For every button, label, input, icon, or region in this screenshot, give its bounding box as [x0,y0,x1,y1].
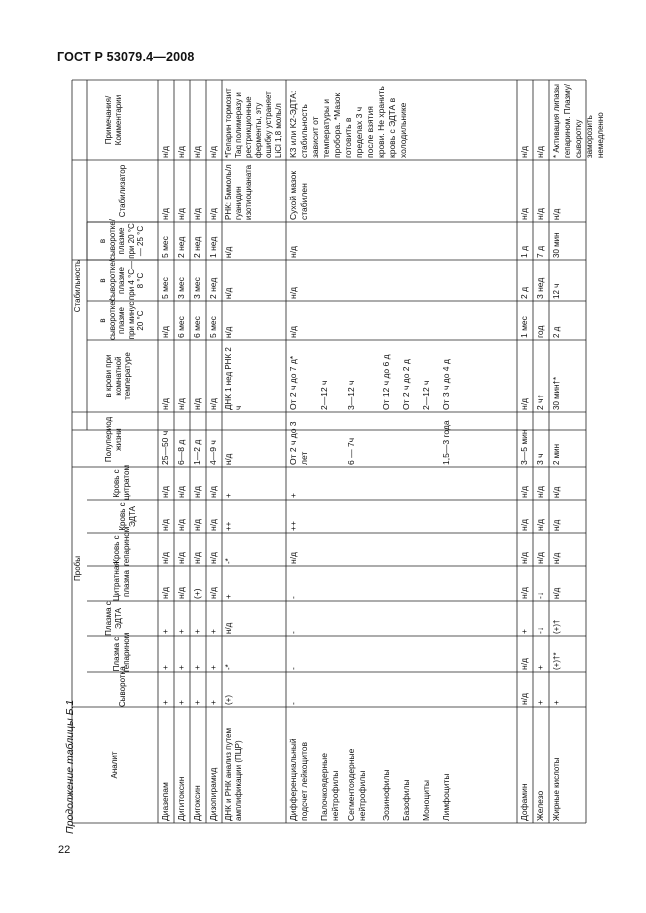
cell-room: 3—12 ч [346,380,356,410]
cell-hep-plasma: -* [224,664,233,670]
cell-hep-blood: н/д [176,551,186,564]
cell-analyte: Дигоксин [192,785,202,821]
cell-p20: 1 нед [208,236,218,258]
cell-edta-blood: н/д [552,519,561,531]
cell-cit-blood: н/д [176,485,186,498]
cell-analyte: Сегментоядерные нейтрофилы [346,748,367,821]
cell-room: 2—12 ч [421,380,431,410]
cell-serum: н/д [519,692,529,705]
cell-serum: - [288,702,298,705]
header-half-life: Полупериод жизни [104,416,123,463]
cell-cit-plasma: н/д [519,586,529,599]
cell-serum: + [552,700,561,705]
cell-analyte: Моноциты [421,780,431,821]
table-continuation-caption: Продолжение таблицы Б.1 [64,699,76,834]
cell-serum: + [192,700,202,705]
cell-edta-blood: н/д [176,518,186,531]
cell-edta-plasma: + [192,629,202,634]
cell-hep-blood: н/д [535,551,545,564]
cell-cit-plasma: н/д [160,586,170,599]
cell-p20: 30 мин [552,232,561,258]
header-minus20: в сыворотке/ плазме при минус 20 °С [98,298,145,340]
cell-p20: 2 нед [176,236,186,258]
cell-hep-blood: н/д [160,551,170,564]
cell-hep-plasma: + [535,665,545,670]
cell-cit-blood: н/д [552,486,561,498]
cell-cit-plasma: (+) [192,588,202,599]
cell-m20: 6 мес [176,316,186,338]
cell-m20: н/д [224,326,233,338]
header-citrate-blood: Кровь с цитратом [112,465,131,500]
header-heparin-blood: Кровь с гепарином [112,526,131,566]
cell-cit-plasma: н/д [552,587,561,599]
cell-note: K3 или K2-ЭДТА: стабильность зависит от температуры и пробора. *Мазок готовить в пределах 3 ч после взятия крови. Не хранить кровь с ЭДТА в холодильнике [288,86,408,158]
cell-half-life: н/д [224,453,233,465]
cell-note: н/д [535,145,545,158]
header-notes: Примечания/ Комментарии [104,94,123,146]
cell-p20: н/д [288,245,298,258]
cell-analyte: Дофамин [519,783,529,821]
cell-note: н/д [192,145,202,158]
cell-analyte: Жирные кислоты [552,757,561,821]
cell-stab: н/д [160,207,170,220]
cell-half-life: 1—2 д [192,439,202,465]
cell-edta-blood: ++ [224,521,233,531]
header-plus20-25: в сыворотке/ плазме при 20 °С — 25 °С [98,218,145,260]
header-edta-plasma: Плазма с ЭДТА [104,601,123,636]
cell-cit-plasma: -↓ [535,591,545,599]
cell-room: н/д [519,397,529,410]
cell-half-life: 6 — 7ч [346,437,356,465]
page-number: 22 [58,844,71,856]
cell-note: н/д [519,145,529,158]
cell-room: н/д [160,397,170,410]
cell-stab: РНК: 5ммоль/л гуанидин изотиоцианата [224,164,253,220]
cell-p4: н/д [224,287,233,299]
cell-hep-blood: н/д [552,552,561,564]
cell-half-life: 6—8 д [176,439,186,465]
cell-cit-blood: н/д [208,485,218,498]
cell-stab: н/д [552,208,561,220]
cell-p4: 5 мес [160,277,170,299]
cell-cit-blood: н/д [192,485,202,498]
cell-edta-plasma: + [176,629,186,634]
cell-room: 2 ч↑ [535,394,545,410]
cell-edta-blood: ++ [288,521,298,531]
cell-analyte: Железо [535,790,545,821]
cell-half-life: 3—5 мин [519,429,529,465]
cell-analyte: Дизопирамид [208,767,218,821]
cell-cit-blood: н/д [535,485,545,498]
cell-m20: н/д [288,325,298,338]
cell-serum: + [160,700,170,705]
cell-room: От 12 ч до 6 д [381,354,391,410]
cell-cit-plasma: н/д [176,586,186,599]
cell-half-life: От 2 ч до 3 лет [288,421,309,465]
cell-p4: н/д [288,286,298,299]
cell-hep-plasma: + [192,665,202,670]
cell-edta-blood: н/д [535,518,545,531]
header-citrate-plasma: Цитратная плазма [112,561,131,601]
cell-edta-plasma: -↓ [535,626,545,634]
cell-edta-blood: н/д [160,518,170,531]
cell-serum: (+) [224,695,233,705]
cell-analyte: Эозинофилы [381,769,391,821]
cell-half-life: 2 мин [552,443,561,465]
cell-hep-plasma: + [160,665,170,670]
cell-note: н/д [208,145,218,158]
cell-stab: н/д [176,207,186,220]
cell-p20: н/д [224,246,233,258]
cell-p20: 1 д [519,245,529,258]
cell-p4: 2 д [519,286,529,299]
cell-analyte: Базофилы [401,779,411,821]
cell-cit-blood: н/д [519,485,529,498]
cell-analyte: Дифференциальный подсчет лейкоцитов [288,738,309,821]
cell-hep-plasma: + [208,665,218,670]
cell-cit-blood: + [224,493,233,498]
cell-analyte: Палочкоядерные нейтрофилы [319,753,340,821]
cell-half-life: 3 ч [535,453,545,465]
cell-serum: + [208,700,218,705]
cell-analyte: ДНК и РНК анализ путем амплификации (ПЦР) [224,728,243,821]
cell-hep-plasma: - [288,667,298,670]
cell-edta-blood: н/д [519,518,529,531]
cell-note: * Активация липазы гепарином. Плазму/сыворотку заморозить немедленно [552,84,605,158]
header-analyte: Аналит [110,751,119,779]
cell-edta-plasma: - [288,631,298,634]
cell-edta-blood: н/д [208,518,218,531]
cell-hep-blood: н/д [192,551,202,564]
cell-m20: 1 мес [519,316,529,338]
cell-half-life: 25—50 ч [160,430,170,465]
cell-room: 2—12 ч [319,380,329,410]
cell-room: От 2 ч до 7 д* [288,355,298,410]
cell-half-life: 4—9 ч [208,440,218,465]
cell-hep-plasma: н/д [519,657,529,670]
cell-half-life: 1,5—3 года [441,420,451,465]
cell-room: 30 мин†* [552,376,561,410]
header-edta-blood: Кровь с ЭДТА [118,502,137,531]
header-samples-group: Пробы [73,556,82,581]
cell-stab: н/д [535,207,545,220]
cell-room: н/д [192,397,202,410]
header-serum: Сыворотка [118,666,127,707]
cell-m20: 5 мес [208,316,218,338]
cell-edta-plasma: + [519,629,529,634]
cell-analyte: Диазепам [160,782,170,821]
cell-room: От 3 ч до 4 д [441,359,451,410]
cell-serum: + [176,700,186,705]
cell-hep-plasma: + [176,665,186,670]
cell-note: н/д [176,145,186,158]
cell-m20: н/д [160,325,170,338]
cell-m20: год [535,325,545,338]
header-plus4-8: в сыворотке/ плазме при 4 °С—8 °С [98,259,145,301]
cell-edta-plasma: + [160,629,170,634]
cell-hep-blood: н/д [208,551,218,564]
cell-room: От 2 ч до 2 д [401,359,411,410]
cell-stab: н/д [208,207,218,220]
cell-p20: 2 нед [192,236,202,258]
cell-cit-plasma: н/д [208,586,218,599]
cell-p4: 12 ч [552,283,561,299]
cell-p4: 2 нед [208,277,218,299]
cell-cit-plasma: - [288,596,298,599]
cell-hep-blood: н/д [288,551,298,564]
cell-room: н/д [176,397,186,410]
cell-hep-plasma: (+)†* [552,652,561,670]
document-title: ГОСТ Р 53079.4—2008 [57,50,195,64]
cell-m20: 6 мес [192,316,202,338]
cell-stab: н/д [192,207,202,220]
cell-note: н/д [160,145,170,158]
header-heparin-plasma: Плазма с гепарином [112,632,131,672]
cell-room: ДНК 1 нед РНК 2 ч [224,347,243,410]
cell-p20: 7 д [535,245,545,258]
cell-serum: + [535,700,545,705]
cell-stab: Сухой мазок стабилен [288,170,309,220]
header-stabilizer: Стабилизатор [118,164,127,218]
cell-note: *Гепарин тормозит Taq полимеразу и рестрикционные ферменты, эту ошибку устраняет LiCl 1,8 моль/л [224,88,283,158]
cell-edta-plasma: (+)† [552,619,561,634]
cell-edta-plasma: + [208,629,218,634]
cell-p20: 5 мес [160,236,170,258]
header-room-temp: в крови при комнатной температуре [104,352,132,400]
cell-analyte: Дигитоксин [176,776,186,821]
cell-edta-plasma: н/д [224,622,233,634]
cell-cit-blood: н/д [160,485,170,498]
cell-edta-blood: н/д [192,518,202,531]
cell-room: н/д [208,397,218,410]
cell-m20: 2 д [552,326,561,338]
header-stability-group: Стабильность [73,259,82,313]
cell-hep-blood: н/д [519,551,529,564]
cell-hep-blood: -* [224,558,233,564]
cell-cit-plasma: + [224,594,233,599]
cell-cit-blood: + [288,493,298,498]
cell-p4: 3 мес [176,277,186,299]
cell-p4: 3 нед [535,277,545,299]
cell-stab: н/д [519,207,529,220]
cell-analyte: Лимфоциты [441,773,451,821]
cell-p4: 3 мес [192,277,202,299]
